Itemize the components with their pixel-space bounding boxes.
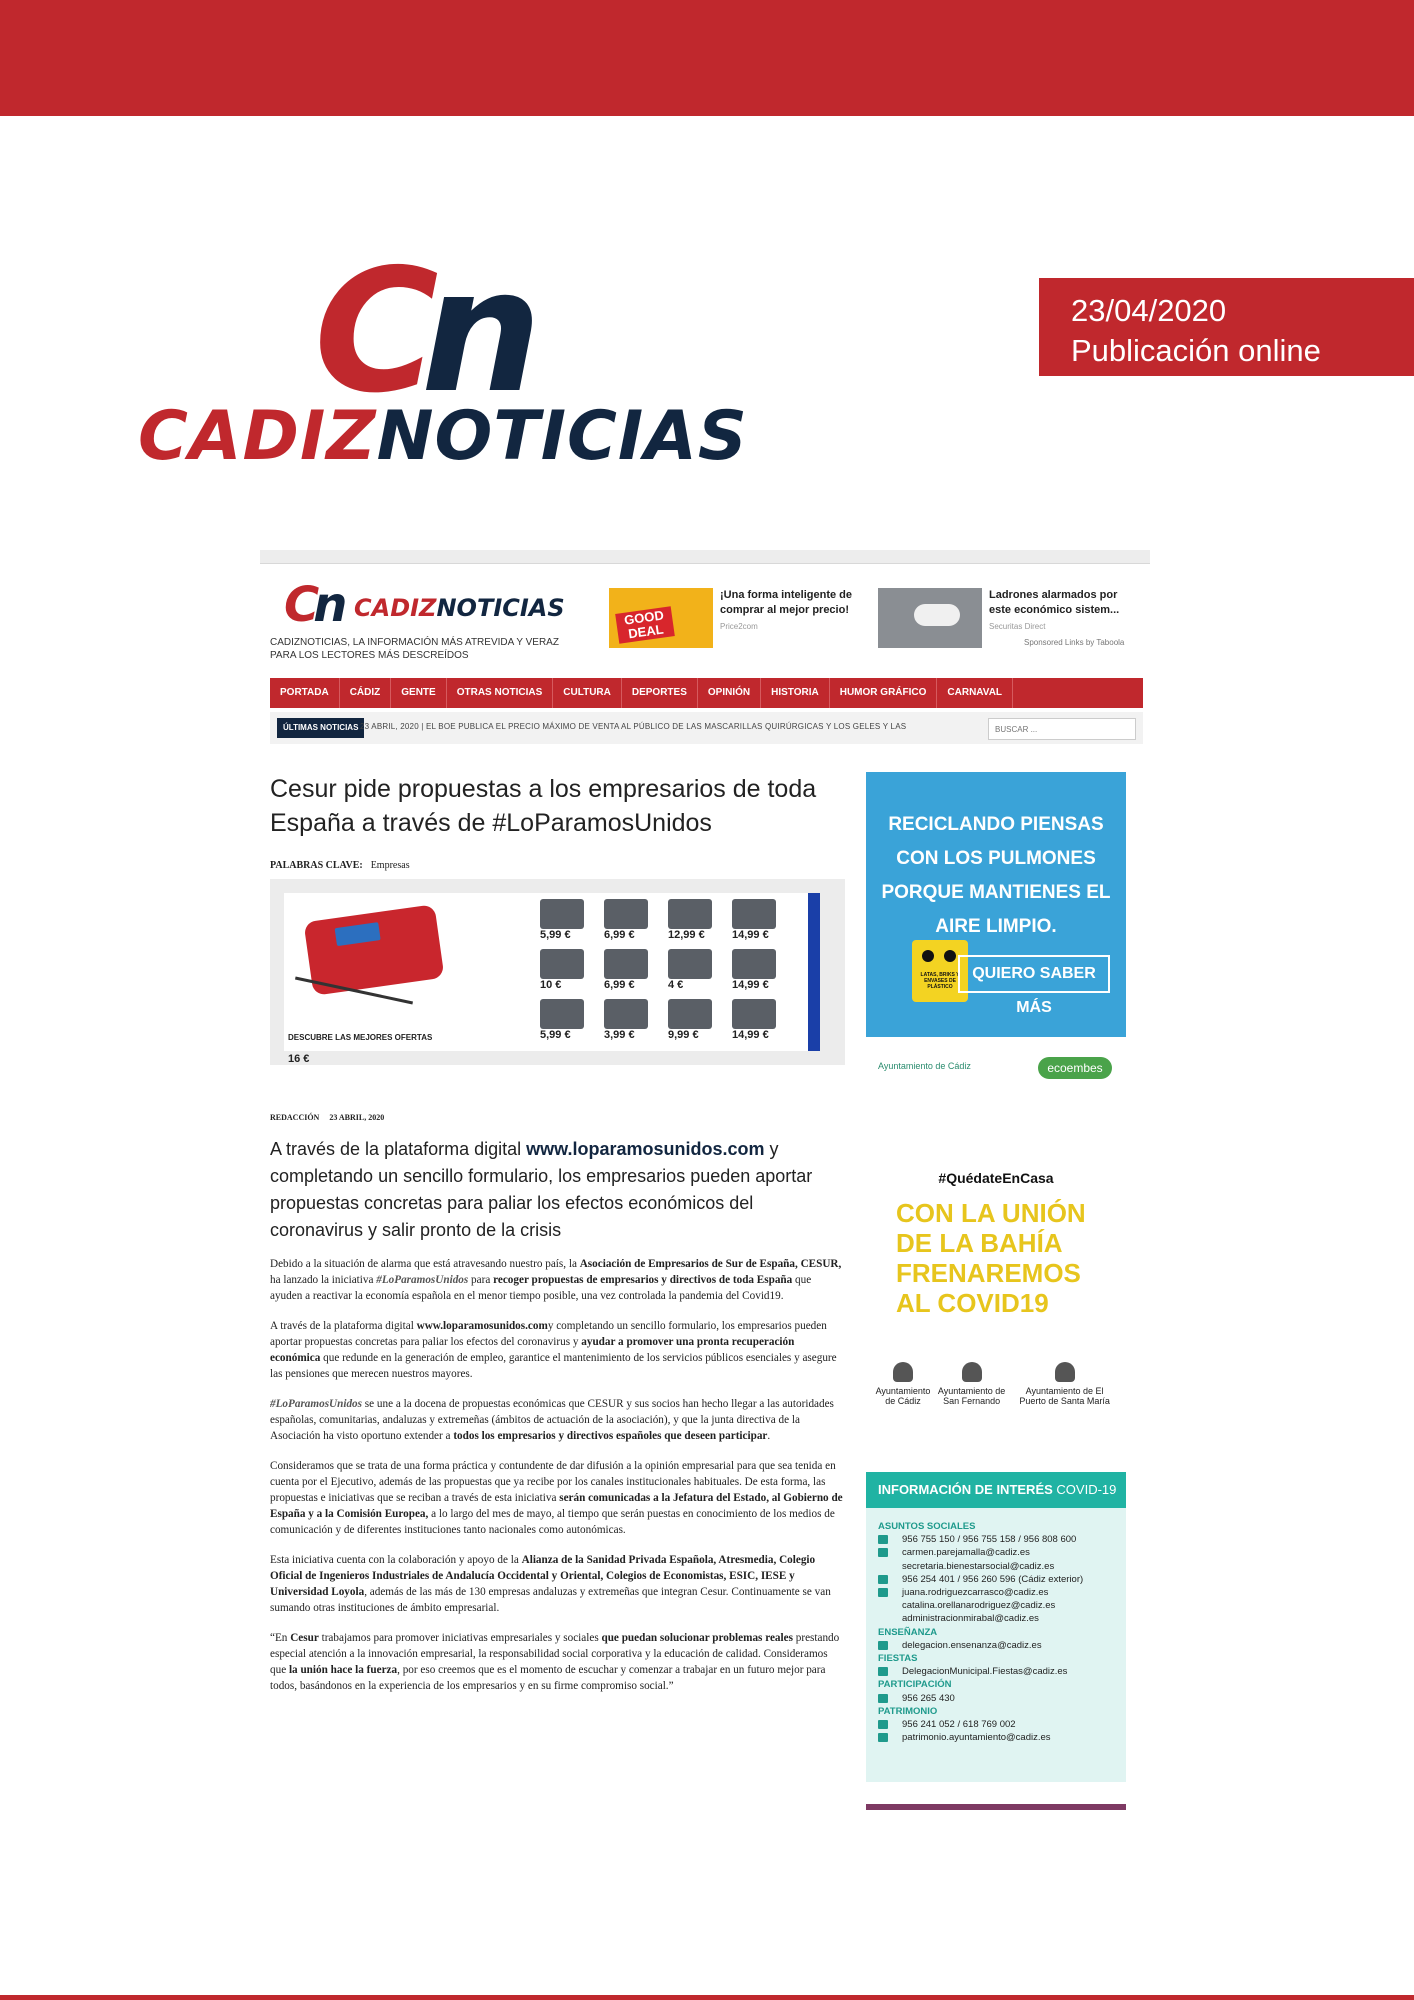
promo-title: DESCUBRE LAS MEJORES OFERTAS: [288, 1033, 433, 1042]
nav-item-deportes[interactable]: DEPORTES: [622, 678, 698, 708]
paragraph-5: Esta iniciativa cuenta con la colaboración y apoyo de la Alianza de la Sanidad Privada Española, Atresmedia, Colegio Oficial de Ingenieros Industriales de Andalucía Occidental y Oriental, Colegios de Economistas, ESIC, IESE y Universidad Loyola, además de las más de 130 empresas andaluzas y extremeñas que integran Cesur. Continuamente se van sumando otras instituciones de ámbito empresarial.: [270, 1554, 831, 1614]
nav-item-historia[interactable]: HISTORIA: [761, 678, 830, 708]
top-band: [0, 0, 1414, 116]
article-lead: A través de la plataforma digital www.loparamosunidos.com y completando un sencillo formulario, los empresarios pueden aportar propuestas concretas para paliar los efectos económicos del coronavirus y salir pronto de la crisis: [270, 1139, 813, 1240]
product-image: [732, 899, 776, 929]
logo-el-puerto: Ayuntamiento de El Puerto de Santa María: [1011, 1362, 1118, 1406]
campaign-slogan: CON LA UNIÓN DE LA BAHÍA FRENAREMOS AL COVID19: [896, 1198, 1086, 1318]
site-logo[interactable]: Cn CADIZNOTICIAS: [284, 577, 565, 633]
ad-title[interactable]: Ladrones alarmados por este económico sistem...: [989, 589, 1120, 616]
ticker-text[interactable]: 23 ABRIL, 2020 | EL BOE PUBLICA EL PRECIO MÁXIMO DE VENTA AL PÚBLICO DE LAS MASCARILLAS QUIRÚRGICAS Y LOS GELES Y LAS: [360, 722, 907, 731]
phone-icon: [878, 1535, 888, 1544]
nav-item-portada[interactable]: PORTADA: [270, 678, 340, 708]
learn-more-button[interactable]: QUIERO SABER MÁS: [958, 955, 1110, 993]
publication-date-box: [1039, 278, 1414, 376]
nav-item-cadiz[interactable]: CÁDIZ: [340, 678, 392, 708]
logo-san-fernando: Ayuntamiento de San Fernando: [932, 1362, 1011, 1406]
ad-image-good-deal[interactable]: [609, 588, 713, 648]
camera-icon: [914, 604, 960, 626]
logo-monogram: Cn: [314, 233, 524, 431]
mail-icon: [878, 1548, 888, 1557]
banner-blue-strip: [808, 893, 820, 1051]
article-headline: Cesur pide propuestas a los empresarios de toda España a través de #LoParamosUnidos: [270, 775, 817, 837]
body-link[interactable]: www.loparamosunidos.com: [416, 1320, 548, 1332]
covid-info-box: INFORMACIÓN DE INTERÉS COVID-19 ASUNTOS SOCIALES 956 755 150 / 956 755 158 / 956 808 600 carmen.parejamalla@cadiz.es secretaria.bienestarsocial@cadiz.es 956 254 401 / 956 260 596 (Cádiz exterior) juana.rodriguezcarrasco@cadiz.es catalina.orellanarodriguez@cadiz.es administracionmirabal@cadiz.es ENSEÑANZA delegacion.ensenanza@cadiz.es FIESTAS DelegacionMunicipal.Fiestas@cadiz.es PARTICIPACIÓN 956 265 430 PATRIMONIO 956 241 052 / 618 769 002 patrimonio.ayuntamiento@cadiz.es: [866, 1472, 1126, 1782]
paragraph-6: “En Cesur trabajamos para promover iniciativas empresariales y sociales que puedan solucionar problemas reales prestando especial atención a la innovación empresarial, la responsabilidad social corporativa y la educación de calidad. Consideramos que la unión hace la fuerza, por eso creemos que es el momento de escuchar y comenzar a trabajar en un futuro mejor para todos, basándonos en la experiencia de los empresarios y en su firme compromiso social.”: [270, 1632, 840, 1692]
product-image: [540, 899, 584, 929]
info-box-bottom-bar: [866, 1804, 1126, 1810]
logo-wordmark: CADIZNOTICIAS: [138, 397, 748, 476]
promo-banner[interactable]: [270, 879, 845, 1065]
mail-icon: [878, 1641, 888, 1650]
section-participacion: PARTICIPACIÓN: [878, 1679, 952, 1691]
crest-icon: [962, 1362, 982, 1382]
crest-icon: [1055, 1362, 1075, 1382]
article-byline: [270, 1113, 394, 1122]
nav-item-humor-grafico[interactable]: HUMOR GRÁFICO: [830, 678, 938, 708]
mail-icon: [878, 1733, 888, 1742]
sponsored-label[interactable]: Sponsored Links by Taboola: [1024, 638, 1125, 647]
article-author[interactable]: REDACCIÓN: [270, 1113, 320, 1122]
logo-cadiz: Ayuntamiento de Cádiz: [874, 1362, 932, 1406]
ad-image-camera[interactable]: [878, 588, 982, 648]
paragraph-3: #LoParamosUnidos se une a la docena de propuestas económicas que CESUR y sus socios han hecho llegar a las autoridades españolas, comunitarias, andaluzas y extremeñas (ámbitos de actuación de la asociación), y que la junta directiva de la Asociación ha visto oportuno extender a todos los empresarios y directivos españoles que deseen participar.: [270, 1398, 834, 1442]
article-date: 23 ABRIL, 2020: [329, 1113, 385, 1122]
product-image: [732, 949, 776, 979]
ad-source: Price2com: [720, 622, 758, 631]
product-image: [604, 899, 648, 929]
paragraph-2: A través de la plataforma digital www.loparamosunidos.comy completando un sencillo formulario, los empresarios pueden aportar propuestas concretas para paliar los efectos del coronavirus y ayudar a promover una pronta recuperación económica que redunde en la generación de empleo, garantice el mantenimiento de los servicios públicos esenciales y asegure las pensiones que merecen nuestros mayores.: [270, 1320, 837, 1380]
mail-icon: [878, 1667, 888, 1676]
section-asuntos-sociales: ASUNTOS SOCIALES: [878, 1521, 976, 1532]
crest-icon: [893, 1362, 913, 1382]
ayuntamiento-logo: Ayuntamiento de Cádiz: [878, 1061, 971, 1071]
browser-top-bar: [260, 550, 1150, 564]
nav-item-cultura[interactable]: CULTURA: [553, 678, 622, 708]
product-grid: 5,99 € 6,99 € 12,99 € 14,99 € 10 € 6,99 € 4 € 14,99 € 5,99 € 3,99 € 9,99 € 14,99 €: [540, 899, 796, 1049]
product-image: [668, 999, 712, 1029]
article-screenshot: [260, 550, 1150, 1810]
product-image: [668, 899, 712, 929]
product-image: [604, 999, 648, 1029]
publication-date: 23/04/2020: [1071, 293, 1227, 328]
product-image: [732, 999, 776, 1029]
section-patrimonio: PATRIMONIO: [878, 1705, 938, 1717]
phone-icon: [878, 1694, 888, 1703]
main-nav: [270, 678, 1143, 708]
phone-icon: [878, 1720, 888, 1729]
section-ensenanza: ENSEÑANZA: [878, 1626, 938, 1638]
publication-type: Publicación online: [1071, 333, 1321, 368]
ad-title[interactable]: ¡Una forma inteligente de comprar al mejor precio!: [720, 589, 853, 616]
promo-price: 16 €: [288, 1053, 310, 1065]
article-keywords: PALABRAS CLAVE: Empresas: [270, 860, 410, 871]
paragraph-4: Consideramos que se trata de una forma práctica y contundente de dar difusión a la opinión empresarial para que sea tenida en cuenta por el Ejecutivo, además de las propuestas que ya recibe por los canales institucionales habituales. De esta forma, las propuestas e iniciativas que se reciban a través de esta iniciativa serán comunicadas a la Jefatura del Estado, al Gobierno de España y a la Comisión Europea, a lo largo del mes de mayo, al tiempo que serán puestas en conocimiento de los medios de comunicación y de diferentes instituciones tanto nacionales como autonómicas.: [270, 1460, 843, 1536]
nav-item-otras-noticias[interactable]: OTRAS NOTICIAS: [447, 678, 554, 708]
keyword-link[interactable]: Empresas: [370, 860, 410, 871]
good-deal-tag: GOOD DEAL: [615, 606, 675, 644]
ecoembes-logo: ecoembes: [1038, 1057, 1112, 1079]
search-input[interactable]: [988, 718, 1136, 740]
nav-item-gente[interactable]: GENTE: [391, 678, 446, 708]
municipal-logos: [866, 1362, 1126, 1406]
covid-campaign-ad[interactable]: [866, 1162, 1126, 1412]
mail-icon: [878, 1588, 888, 1597]
cadiznoticias-logo: [138, 233, 748, 476]
product-image: [540, 999, 584, 1029]
section-fiestas: FIESTAS: [878, 1653, 918, 1665]
yellow-bin-mascot: LATAS, BRIKS Y ENVASES DE PLÁSTICO: [912, 940, 968, 1002]
paragraph-1: Debido a la situación de alarma que está atravesando nuestro país, la Asociación de Empresarios de Sur de España, CESUR, ha lanzado la iniciativa #LoParamosUnidos para recoger propuestas de empresarios y directivos de toda España que ayuden a reactivar la economía española en el menor tiempo posible, una vez controlada la pandemia del Covid19.: [270, 1258, 842, 1302]
phone-icon: [878, 1575, 888, 1584]
product-image: [668, 949, 712, 979]
site-tagline: CADIZNOTICIAS, LA INFORMACIÓN MÁS ATREVIDA Y VERAZ PARA LOS LECTORES MÁS DESCREÍDOS: [270, 637, 559, 661]
ad-source: Securitas Direct: [989, 622, 1046, 631]
product-image: [604, 949, 648, 979]
hashtag-quedate-en-casa: #QuédateEnCasa: [938, 1170, 1054, 1186]
product-image: [540, 949, 584, 979]
ticker-label: ÚLTIMAS NOTICIAS: [277, 718, 364, 738]
article-body: [270, 1256, 845, 1708]
recycling-ad-logos: [866, 1037, 1126, 1097]
nav-item-carnaval[interactable]: CARNAVAL: [937, 678, 1013, 708]
lead-link[interactable]: www.loparamosunidos.com: [526, 1139, 765, 1159]
info-box-title: INFORMACIÓN DE INTERÉS COVID-19: [866, 1472, 1126, 1508]
recycling-ad[interactable]: [866, 772, 1126, 1037]
recycling-ad-text: RECICLANDO PIENSAS CON LOS PULMONES PORQUE MANTIENES EL AIRE LIMPIO.: [881, 814, 1111, 937]
nav-item-opinion[interactable]: OPINIÓN: [698, 678, 761, 708]
news-ticker: [270, 712, 1143, 744]
bottom-line: [0, 1995, 1414, 2000]
